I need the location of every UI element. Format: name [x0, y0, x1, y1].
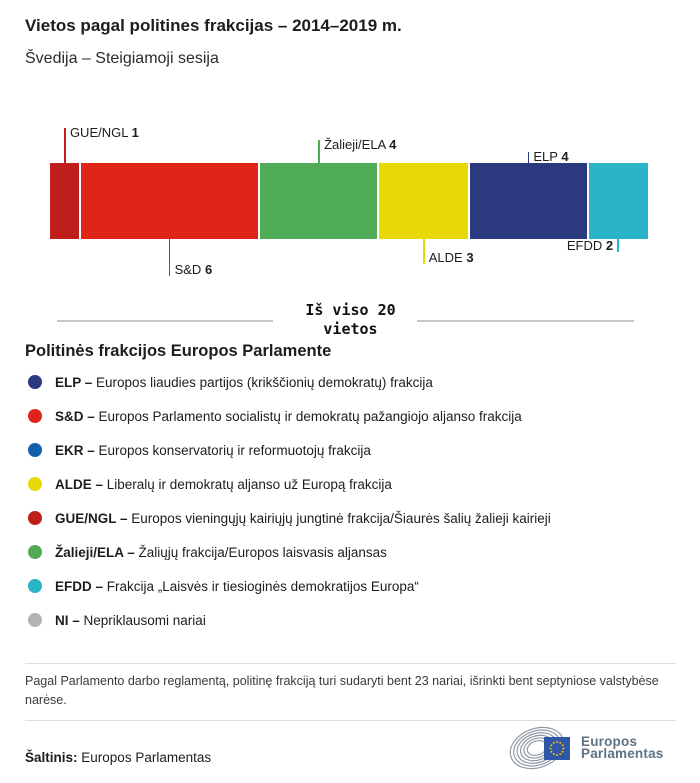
legend-item-abbr: EFDD – [55, 578, 107, 594]
callout-label-elp: ELP 4 [533, 149, 569, 164]
legend-item-abbr: GUE/NGL – [55, 510, 132, 526]
bar-segment-alde [379, 163, 467, 239]
bar-segment-s-d [81, 163, 257, 239]
bar-segment-efdd [589, 163, 648, 239]
legend-item-description: Europos liaudies partijos (krikščionių demokratų) frakcija [96, 374, 433, 390]
legend-item-description: Europos vieningųjų kairiųjų jungtinė frakcija/Šiaurės šalių žalieji kairieji [131, 510, 551, 526]
legend-item-abbr: EKR – [55, 442, 99, 458]
page-title: Vietos pagal politines frakcijas – 2014–2019 m. [25, 16, 402, 35]
legend-item-gue-ngl [28, 508, 551, 528]
callout-tick-gue-ngl [64, 128, 66, 163]
page-subtitle: Švedija – Steigiamoji sesija [25, 50, 219, 67]
legend-color-dot-icon [28, 477, 42, 491]
legend-color-dot-icon [28, 545, 42, 559]
legend-item-abbr: ALDE – [55, 476, 107, 492]
callout-tick-alieji-ela [318, 140, 320, 163]
divider-top [25, 663, 676, 664]
legend-color-dot-icon [28, 375, 42, 389]
callout-label-s-d: S&D 6 [174, 262, 213, 277]
legend-item-description: Nepriklausomi nariai [83, 612, 206, 628]
legend-item-elp [28, 372, 551, 392]
callout-label-gue-ngl: GUE/NGL 1 [69, 125, 139, 140]
bar-segment-elp [470, 163, 588, 239]
total-divider-left [57, 320, 273, 322]
divider-bottom [25, 720, 676, 721]
ep-logo-line1: Europos [581, 733, 638, 749]
legend-item-s-d [28, 406, 551, 426]
legend-item-ni [28, 610, 551, 630]
ep-logo [508, 724, 664, 772]
legend-color-dot-icon [28, 511, 42, 525]
total-divider-right [417, 320, 634, 322]
source-value: Europos Parlamentas [81, 750, 212, 765]
legend-heading: Politinės frakcijos Europos Parlamente [25, 342, 332, 360]
footnote: Pagal Parlamento darbo reglamentą, politinę frakciją turi sudaryti bent 23 nariai, išrinkti bent septyniose valstybėse narėse. [25, 674, 659, 707]
legend-item-description: Žaliųjų frakcija/Europos laisvasis aljansas [138, 544, 387, 560]
bar-segment-gue-ngl [50, 163, 79, 239]
source-label: Šaltinis: [25, 750, 78, 765]
callout-label-efdd: EFDD 2 [566, 238, 614, 253]
legend-item-abbr: ELP – [55, 374, 97, 390]
callout-tick-elp [528, 152, 530, 163]
legend-item-alde [28, 474, 551, 494]
legend-color-dot-icon [28, 613, 42, 627]
callout-label-alde: ALDE 3 [428, 250, 474, 265]
legend-item-alieji-ela [28, 542, 551, 562]
legend-item-abbr: Žalieji/ELA – [55, 544, 139, 560]
callout-label-alieji-ela: Žalieji/ELA 4 [324, 137, 397, 152]
legend-item-efdd [28, 576, 551, 596]
eu-flag-icon [544, 737, 570, 760]
legend-item-abbr: NI – [55, 612, 84, 628]
legend-item-description: Europos Parlamento socialistų ir demokratų pažangiojo aljanso frakcija [98, 408, 522, 424]
total-seats-line2: vietos [323, 320, 378, 338]
legend [28, 372, 551, 644]
legend-color-dot-icon [28, 579, 42, 593]
source [25, 750, 211, 765]
ep-hemicycle-flag-icon [508, 724, 572, 772]
bar-segment-alieji-ela [260, 163, 378, 239]
legend-color-dot-icon [28, 443, 42, 457]
stacked-seats-bar [50, 163, 648, 239]
legend-item-description: Frakcija „Laisvės ir tiesioginės demokratijos Europa“ [106, 578, 419, 594]
callout-tick-efdd [617, 239, 619, 252]
legend-item-description: Europos konservatorių ir reformuotojų frakcija [98, 442, 371, 458]
ep-logo-wordmark [581, 733, 664, 761]
total-seats-label [270, 301, 431, 339]
callout-tick-s-d [169, 239, 171, 276]
legend-item-ekr [28, 440, 551, 460]
legend-item-description: Liberalų ir demokratų aljanso už Europą frakcija [106, 476, 392, 492]
total-seats-line1: Iš viso 20 [305, 301, 396, 319]
callout-tick-alde [423, 239, 425, 264]
ep-logo-line2: Parlamentas [581, 746, 664, 761]
legend-color-dot-icon [28, 409, 42, 423]
legend-item-abbr: S&D – [55, 408, 99, 424]
